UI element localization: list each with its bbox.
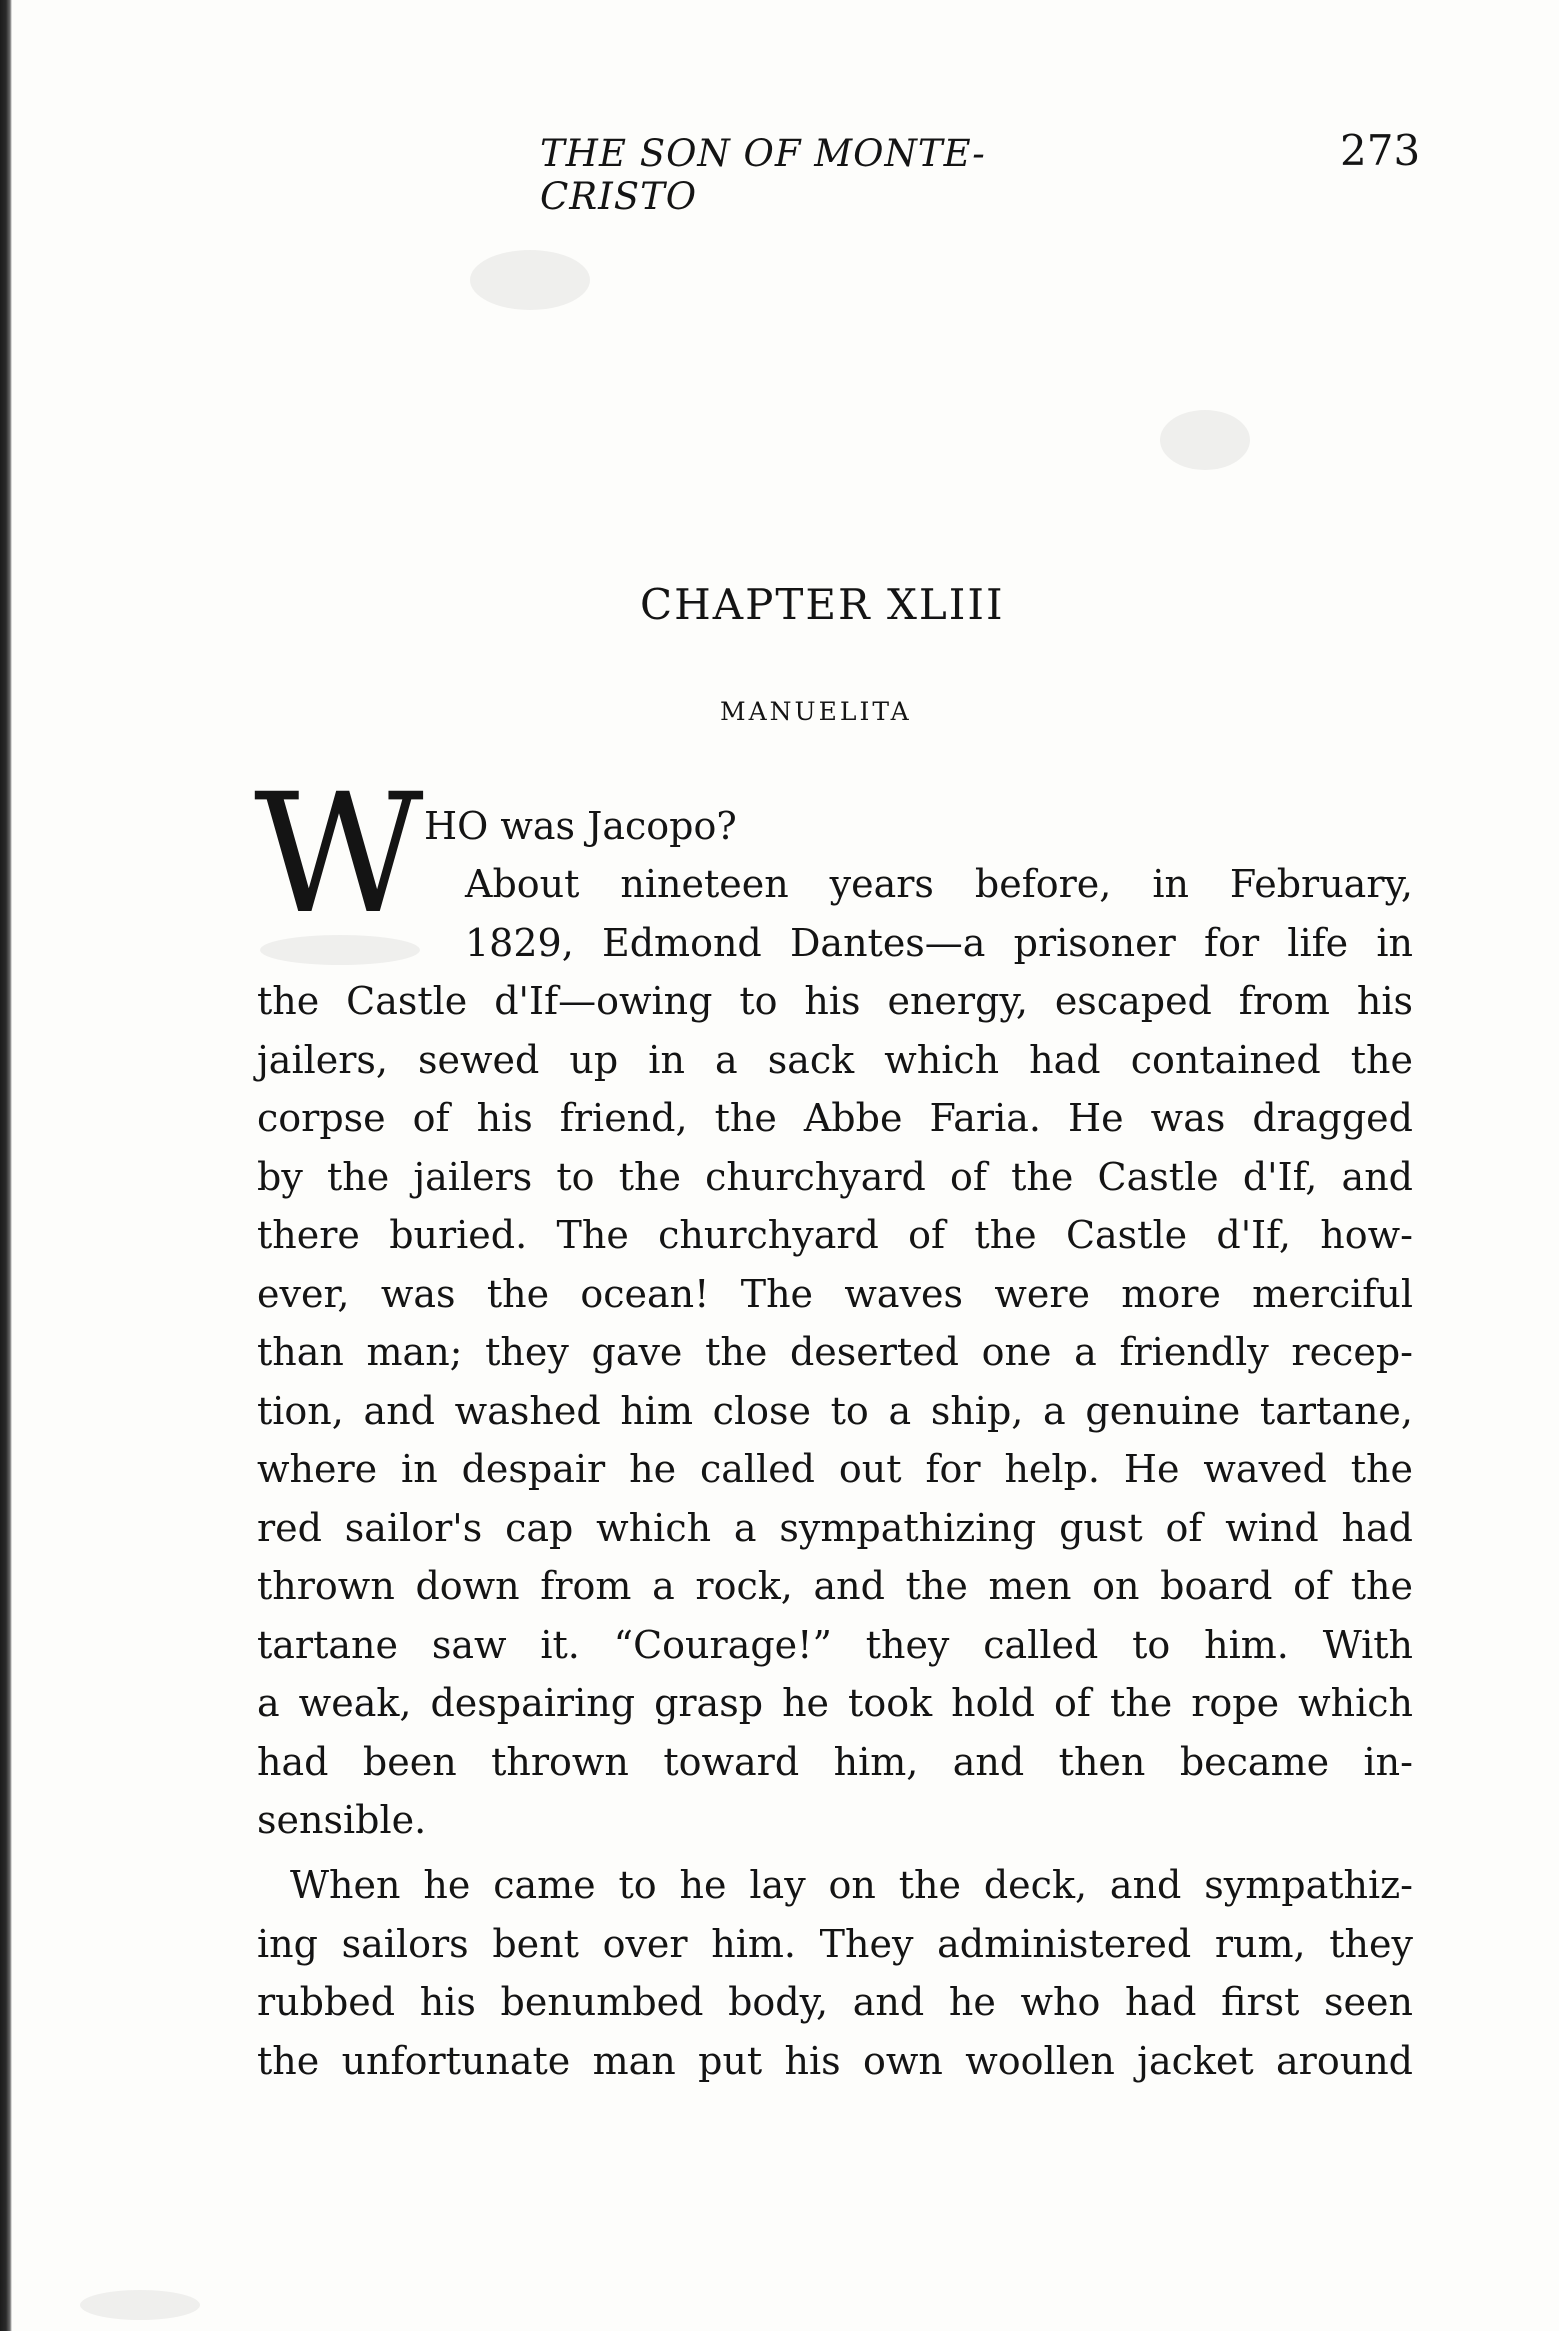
- binding-edge: [0, 0, 12, 2331]
- text-line: the unfortunate man put his own woollen jacket around: [257, 2039, 1413, 2083]
- text-line: than man; they gave the deserted one a friendly recep-: [257, 1330, 1413, 1374]
- text-line: jailers, sewed up in a sack which had contained the: [257, 1038, 1413, 1082]
- page-number: 273: [1340, 126, 1421, 175]
- text-line: where in despair he called out for help. He waved the: [257, 1447, 1413, 1491]
- text-line: tartane saw it. “Courage!” they called to him. With: [257, 1623, 1413, 1667]
- text-line: had been thrown toward him, and then became in-: [257, 1740, 1413, 1784]
- text-line: a weak, despairing grasp he took hold of the rope which: [257, 1681, 1413, 1725]
- text-line: tion, and washed him close to a ship, a genuine tartane,: [257, 1389, 1413, 1433]
- chapter-subtitle: MANUELITA: [720, 697, 912, 726]
- scan-speck: [1160, 410, 1250, 470]
- text-line: sensible.: [257, 1798, 427, 1842]
- text-line: 1829, Edmond Dantes—a prisoner for life in: [465, 921, 1413, 965]
- text-line: ing sailors bent over him. They administered rum, they: [257, 1922, 1413, 1966]
- running-head: THE SON OF MONTE-CRISTO: [540, 132, 986, 218]
- scan-speck: [80, 2290, 200, 2320]
- text-line: the Castle d'If—owing to his energy, escaped from his: [257, 979, 1413, 1023]
- text-line: thrown down from a rock, and the men on board of the: [257, 1564, 1413, 1608]
- text-line: About nineteen years before, in February,: [465, 862, 1413, 906]
- text-line: rubbed his benumbed body, and he who had first seen: [257, 1980, 1413, 2024]
- text-line: corpse of his friend, the Abbe Faria. He was dragged: [257, 1096, 1413, 1140]
- scan-speck: [470, 250, 590, 310]
- text-line: When he came to he lay on the deck, and sympathiz-: [290, 1863, 1413, 1907]
- text-line: ever, was the ocean! The waves were more merciful: [257, 1272, 1413, 1316]
- text-line: there buried. The churchyard of the Castle d'If, how-: [257, 1213, 1413, 1257]
- text-line: by the jailers to the churchyard of the Castle d'If, and: [257, 1155, 1413, 1199]
- text-line: red sailor's cap which a sympathizing gust of wind had: [257, 1506, 1413, 1550]
- chapter-title: CHAPTER XLIII: [640, 580, 1005, 629]
- text-line: HO was Jacopo?: [424, 804, 737, 848]
- drop-cap: W: [254, 758, 424, 950]
